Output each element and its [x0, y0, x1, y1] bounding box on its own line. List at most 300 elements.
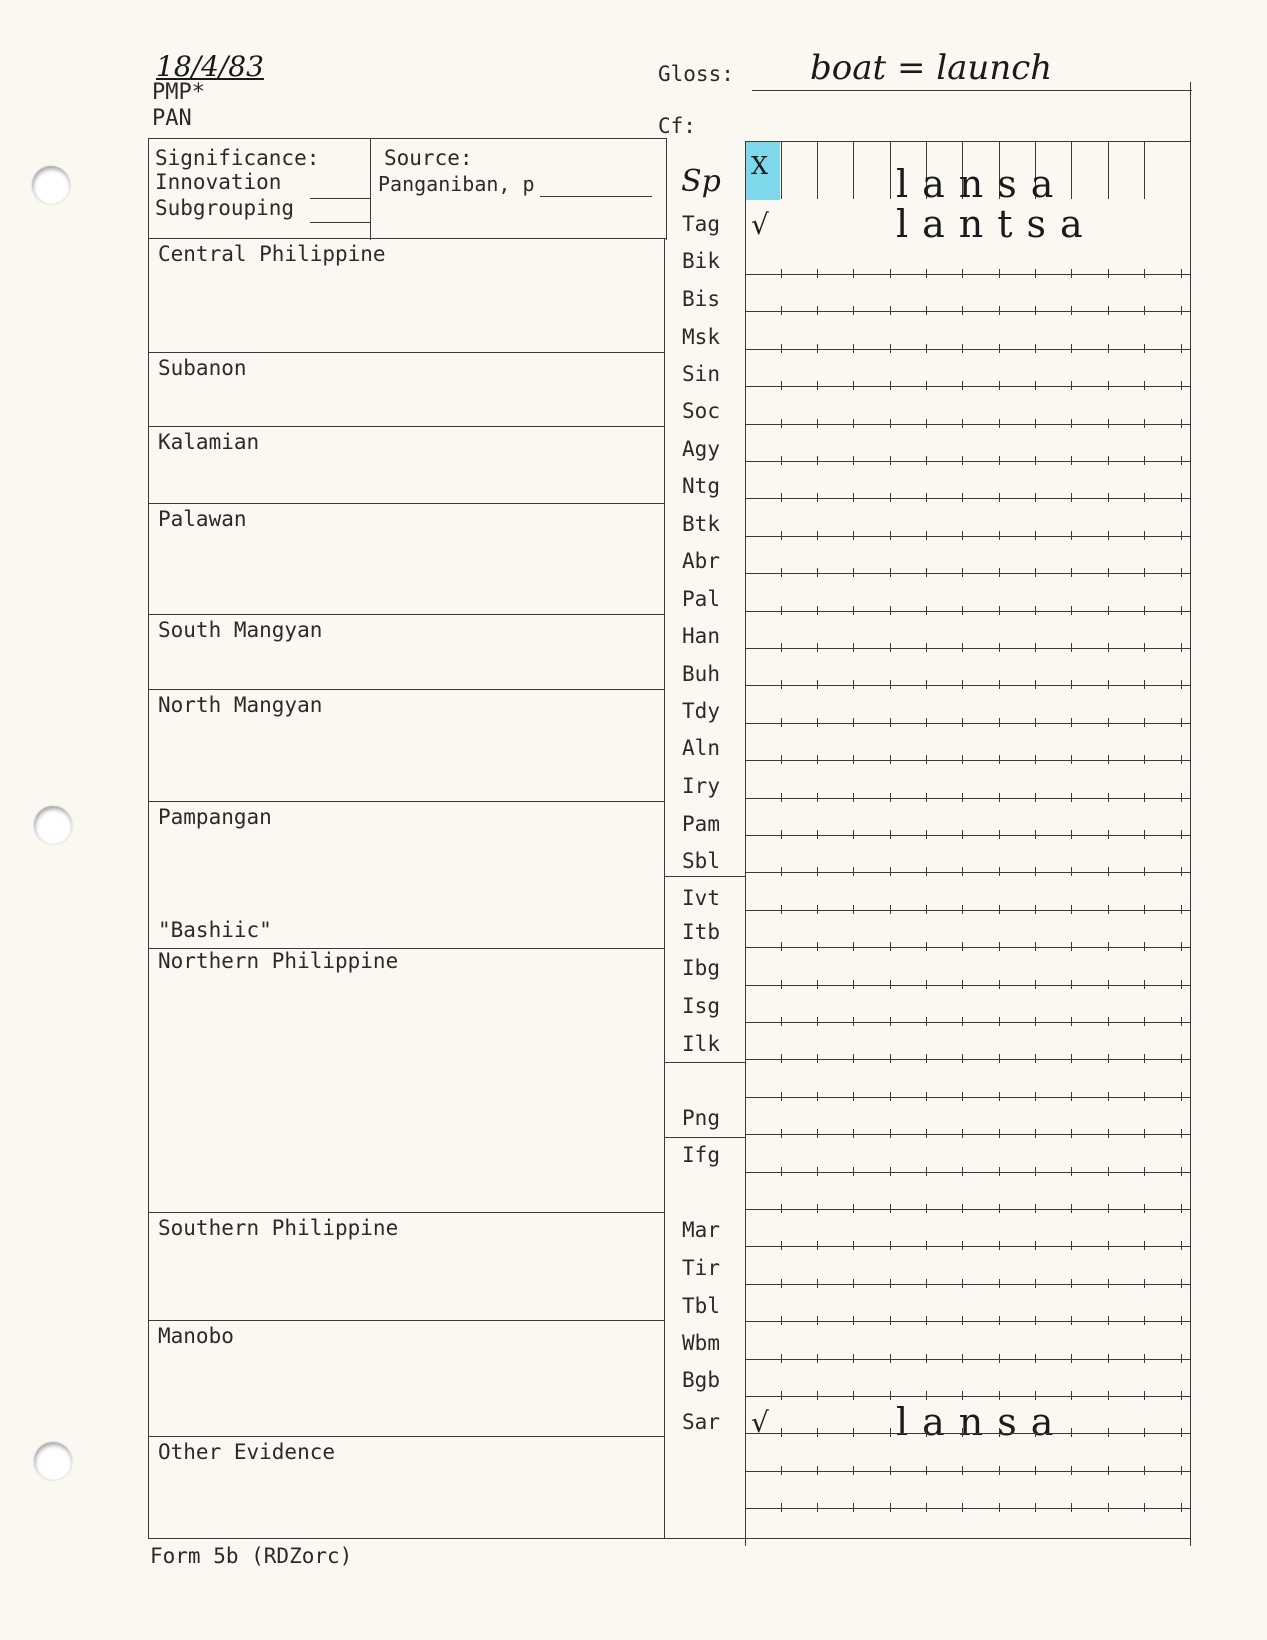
rule-tick	[1144, 419, 1145, 428]
language-code: Buh	[682, 662, 720, 686]
rule-tick	[781, 344, 782, 353]
rule-tick	[926, 1503, 927, 1512]
language-code: Isg	[682, 994, 720, 1018]
rule-tick	[1181, 306, 1182, 315]
rule-tick	[781, 680, 782, 689]
rule-tick	[926, 456, 927, 465]
language-code: Sar	[682, 1410, 720, 1434]
language-code: Sbl	[682, 849, 720, 873]
rule-line	[745, 1359, 1190, 1360]
rule-tick	[1071, 643, 1072, 652]
rule-tick	[1181, 568, 1182, 577]
source-value[interactable]: Panganiban, p	[378, 172, 535, 196]
language-code: Tdy	[682, 699, 720, 723]
rule-tick	[999, 419, 1000, 428]
rule-tick	[1035, 1092, 1036, 1101]
group-divider	[148, 689, 665, 690]
rule-tick	[999, 344, 1000, 353]
rule-tick	[1144, 905, 1145, 914]
cognate-mark[interactable]: √	[751, 208, 769, 241]
rule-tick	[962, 942, 963, 951]
word-form[interactable]: lansa	[896, 162, 1068, 206]
code-divider	[664, 1137, 746, 1138]
rule-tick	[1181, 980, 1182, 989]
punch-hole-top	[32, 166, 70, 204]
rule-tick	[853, 1204, 854, 1213]
rule-tick	[817, 531, 818, 540]
rule-tick	[962, 793, 963, 802]
language-code: Ntg	[682, 474, 720, 498]
rule-tick	[926, 306, 927, 315]
rule-tick	[817, 680, 818, 689]
rule-tick	[817, 1466, 818, 1475]
rule-tick	[1108, 344, 1109, 353]
rule-tick	[890, 867, 891, 876]
language-code: Han	[682, 624, 720, 648]
rule-tick	[1035, 419, 1036, 428]
rule-tick	[781, 1391, 782, 1400]
rule-tick	[926, 643, 927, 652]
group-label: Pampangan	[158, 805, 272, 829]
rule-tick	[1108, 1167, 1109, 1176]
rule-tick	[1108, 980, 1109, 989]
rule-tick	[817, 1391, 818, 1400]
rule-tick	[1108, 643, 1109, 652]
rule-line	[745, 760, 1190, 761]
rule-tick	[781, 269, 782, 278]
rule-tick	[999, 269, 1000, 278]
rule-tick	[999, 493, 1000, 502]
rule-tick	[1144, 1316, 1145, 1325]
rule-tick	[999, 980, 1000, 989]
rule-tick	[1108, 1204, 1109, 1213]
language-code: Tbl	[682, 1294, 720, 1318]
rule-tick	[962, 1092, 963, 1101]
group-label: Manobo	[158, 1324, 234, 1348]
rule-tick	[781, 830, 782, 839]
rule-tick	[890, 344, 891, 353]
rule-tick	[1144, 1092, 1145, 1101]
rule-line	[745, 1433, 1190, 1434]
rule-tick	[853, 1428, 854, 1437]
rule-line	[745, 835, 1190, 836]
rule-tick	[999, 456, 1000, 465]
rule-tick	[1144, 643, 1145, 652]
rule-tick	[853, 755, 854, 764]
rule-tick	[1035, 718, 1036, 727]
rule-tick	[1181, 456, 1182, 465]
rule-tick	[1181, 381, 1182, 390]
rule-tick	[962, 1204, 963, 1213]
rule-tick	[1108, 1391, 1109, 1400]
punch-hole-middle	[34, 806, 72, 844]
rule-tick	[781, 1466, 782, 1475]
rule-tick	[1144, 1167, 1145, 1176]
rule-tick	[890, 680, 891, 689]
rule-tick	[1108, 755, 1109, 764]
rule-tick	[1144, 1204, 1145, 1213]
rule-tick	[853, 867, 854, 876]
rule-tick	[1144, 1466, 1145, 1475]
rule-tick	[1071, 493, 1072, 502]
rule-line	[745, 311, 1190, 312]
group-divider	[148, 1436, 665, 1437]
rule-tick	[890, 381, 891, 390]
rule-tick	[890, 793, 891, 802]
rule-tick	[781, 493, 782, 502]
rule-tick	[781, 1503, 782, 1512]
rule-tick	[1071, 867, 1072, 876]
language-code: Pal	[682, 587, 720, 611]
rule-tick	[1144, 1354, 1145, 1363]
rule-tick	[1071, 1017, 1072, 1026]
rule-tick	[1071, 1354, 1072, 1363]
rule-tick	[999, 1354, 1000, 1363]
rule-tick	[1035, 606, 1036, 615]
language-code: Wbm	[682, 1331, 720, 1355]
language-code: Ilk	[682, 1032, 720, 1056]
rule-tick	[853, 1503, 854, 1512]
language-code: Bgb	[682, 1368, 720, 1392]
rule-tick	[890, 942, 891, 951]
rule-tick	[1144, 531, 1145, 540]
rule-tick	[890, 1129, 891, 1138]
rule-tick	[781, 643, 782, 652]
rule-tick	[817, 493, 818, 502]
rule-line	[745, 1284, 1190, 1285]
rule-tick	[962, 1503, 963, 1512]
rule-tick	[890, 493, 891, 502]
rule-tick	[1071, 1092, 1072, 1101]
punch-hole-bottom	[34, 1442, 72, 1480]
rule-line	[745, 798, 1190, 799]
rule-tick	[781, 793, 782, 802]
rule-tick	[890, 755, 891, 764]
rule-tick	[999, 1129, 1000, 1138]
rule-tick	[817, 1129, 818, 1138]
rule-tick	[1108, 269, 1109, 278]
rule-line	[745, 1396, 1190, 1397]
rule-tick	[1035, 1167, 1036, 1176]
rule-tick	[817, 1316, 818, 1325]
rule-tick	[817, 643, 818, 652]
rule-tick	[781, 606, 782, 615]
cognate-mark[interactable]: √	[751, 1406, 769, 1439]
rule-tick	[1108, 1092, 1109, 1101]
rule-tick	[1181, 1054, 1182, 1063]
rule-line	[745, 985, 1190, 986]
rule-tick	[1181, 1017, 1182, 1026]
rule-tick	[1035, 1428, 1036, 1437]
rule-tick	[962, 1129, 963, 1138]
rule-tick	[999, 531, 1000, 540]
language-code: Bis	[682, 287, 720, 311]
rule-tick	[781, 568, 782, 577]
rule-tick	[1071, 1503, 1072, 1512]
rule-tick	[1071, 1466, 1072, 1475]
rule-tick	[1108, 793, 1109, 802]
rule-tick	[1071, 980, 1072, 989]
rule-tick	[781, 1054, 782, 1063]
rule-tick	[926, 1017, 927, 1026]
rule-tick	[853, 718, 854, 727]
grid-cell-border	[1108, 141, 1109, 199]
rule-tick	[1035, 456, 1036, 465]
rule-tick	[781, 456, 782, 465]
rule-tick	[926, 606, 927, 615]
rule-tick	[999, 680, 1000, 689]
rule-tick	[817, 1354, 818, 1363]
rule-tick	[1035, 1503, 1036, 1512]
rule-tick	[781, 1092, 782, 1101]
rule-line	[745, 685, 1190, 686]
rule-tick	[1035, 306, 1036, 315]
rule-tick	[962, 718, 963, 727]
rule-line	[745, 648, 1190, 649]
gloss-value[interactable]: boat = launch	[810, 48, 1053, 88]
rule-tick	[1035, 531, 1036, 540]
rule-tick	[1144, 980, 1145, 989]
rule-tick	[1035, 1241, 1036, 1250]
rule-line	[745, 461, 1190, 462]
rule-tick	[999, 1167, 1000, 1176]
rule-tick	[1108, 1316, 1109, 1325]
rule-line	[745, 536, 1190, 537]
rule-tick	[1181, 867, 1182, 876]
rule-tick	[1071, 1204, 1072, 1213]
rule-tick	[853, 830, 854, 839]
rule-line	[745, 424, 1190, 425]
rule-tick	[817, 905, 818, 914]
rule-tick	[1035, 381, 1036, 390]
rule-tick	[1035, 1279, 1036, 1288]
rule-tick	[1108, 381, 1109, 390]
rule-tick	[926, 344, 927, 353]
rule-tick	[926, 1428, 927, 1437]
rule-tick	[1144, 568, 1145, 577]
rule-tick	[781, 1017, 782, 1026]
rule-tick	[890, 419, 891, 428]
rule-tick	[1071, 680, 1072, 689]
rule-tick	[817, 1204, 818, 1213]
rule-tick	[1144, 1503, 1145, 1512]
pan-label: PAN	[152, 106, 192, 131]
group-label: Northern Philippine	[158, 949, 399, 973]
rule-tick	[1071, 1428, 1072, 1437]
rule-tick	[1071, 1279, 1072, 1288]
language-code: Tag	[682, 212, 720, 236]
rule-tick	[1108, 306, 1109, 315]
rule-tick	[962, 306, 963, 315]
rule-tick	[962, 269, 963, 278]
rule-tick	[781, 1316, 782, 1325]
rule-tick	[962, 493, 963, 502]
date: 18/4/83	[156, 50, 264, 83]
rule-line	[745, 910, 1190, 911]
rule-tick	[962, 381, 963, 390]
rule-tick	[1144, 1279, 1145, 1288]
language-code: Agy	[682, 437, 720, 461]
group-label: Palawan	[158, 507, 247, 531]
rule-tick	[962, 1316, 963, 1325]
rule-tick	[1071, 456, 1072, 465]
grid-cell-border	[890, 141, 891, 199]
rule-tick	[781, 755, 782, 764]
rule-tick	[1108, 1466, 1109, 1475]
language-code: Png	[682, 1106, 720, 1130]
rule-tick	[1035, 1204, 1036, 1213]
group-label: Southern Philippine	[158, 1216, 399, 1240]
rule-line	[745, 573, 1190, 574]
source-label: Source:	[384, 146, 473, 170]
rule-tick	[890, 1241, 891, 1250]
group-label: South Mangyan	[158, 618, 323, 642]
rule-tick	[962, 606, 963, 615]
rule-tick	[926, 1167, 927, 1176]
rule-tick	[999, 306, 1000, 315]
rule-tick	[1035, 1129, 1036, 1138]
rule-tick	[817, 344, 818, 353]
rule-tick	[781, 306, 782, 315]
rule-tick	[853, 1092, 854, 1101]
rule-tick	[1035, 905, 1036, 914]
rule-tick	[999, 1428, 1000, 1437]
rule-tick	[999, 381, 1000, 390]
rule-tick	[1035, 493, 1036, 502]
rule-tick	[817, 867, 818, 876]
rule-tick	[1181, 1391, 1182, 1400]
rule-tick	[890, 269, 891, 278]
rule-line	[745, 1246, 1190, 1247]
rule-tick	[962, 1167, 963, 1176]
rule-tick	[926, 718, 927, 727]
rule-tick	[962, 1241, 963, 1250]
rule-tick	[817, 568, 818, 577]
rule-tick	[853, 456, 854, 465]
rule-tick	[1035, 643, 1036, 652]
rule-tick	[1181, 1241, 1182, 1250]
word-form[interactable]: lansa	[896, 1400, 1068, 1444]
rule-tick	[1144, 680, 1145, 689]
rule-tick	[1144, 381, 1145, 390]
rule-tick	[926, 1391, 927, 1400]
group-divider	[148, 1320, 665, 1321]
rule-tick	[890, 456, 891, 465]
rule-tick	[890, 606, 891, 615]
rule-tick	[890, 1204, 891, 1213]
rule-tick	[926, 793, 927, 802]
rule-tick	[962, 755, 963, 764]
rule-tick	[1071, 1316, 1072, 1325]
rule-tick	[1181, 942, 1182, 951]
rule-tick	[1181, 1503, 1182, 1512]
rule-tick	[1071, 1054, 1072, 1063]
language-code: Abr	[682, 549, 720, 573]
rule-tick	[817, 419, 818, 428]
rule-tick	[1071, 306, 1072, 315]
cognate-mark[interactable]: X	[751, 152, 769, 180]
rule-tick	[1144, 269, 1145, 278]
rule-tick	[853, 568, 854, 577]
language-code: Iry	[682, 774, 720, 798]
rule-tick	[1181, 905, 1182, 914]
rule-tick	[781, 980, 782, 989]
rule-tick	[1181, 344, 1182, 353]
rule-tick	[853, 1466, 854, 1475]
rule-tick	[926, 942, 927, 951]
significance-label: Significance:	[155, 146, 320, 170]
rule-line	[745, 1022, 1190, 1023]
rule-tick	[1181, 1466, 1182, 1475]
rule-tick	[1181, 718, 1182, 727]
rule-tick	[817, 1017, 818, 1026]
innovation-label: Innovation	[155, 170, 282, 194]
word-form[interactable]: lantsa	[896, 202, 1097, 246]
rule-line	[745, 1172, 1190, 1173]
rule-tick	[926, 1204, 927, 1213]
rule-tick	[1108, 493, 1109, 502]
rule-tick	[817, 1503, 818, 1512]
rule-tick	[853, 381, 854, 390]
rule-tick	[1181, 793, 1182, 802]
rule-tick	[1071, 1391, 1072, 1400]
rule-tick	[1071, 830, 1072, 839]
rule-tick	[853, 1391, 854, 1400]
rule-tick	[1108, 568, 1109, 577]
rule-tick	[1144, 306, 1145, 315]
rule-tick	[926, 680, 927, 689]
language-code: Itb	[682, 920, 720, 944]
rule-tick	[781, 419, 782, 428]
rule-tick	[781, 1241, 782, 1250]
rule-tick	[817, 1092, 818, 1101]
language-code: Msk	[682, 325, 720, 349]
rule-tick	[890, 306, 891, 315]
rule-tick	[817, 1054, 818, 1063]
group-divider	[148, 426, 665, 427]
rule-line	[745, 386, 1190, 387]
rule-line	[745, 498, 1190, 499]
rule-tick	[890, 568, 891, 577]
rule-tick	[1071, 1129, 1072, 1138]
rule-tick	[1144, 1017, 1145, 1026]
rule-tick	[1108, 830, 1109, 839]
rule-tick	[1071, 1167, 1072, 1176]
rule-tick	[1144, 1391, 1145, 1400]
rule-tick	[1144, 1129, 1145, 1138]
rule-tick	[962, 680, 963, 689]
rule-tick	[1108, 1279, 1109, 1288]
rule-tick	[999, 1017, 1000, 1026]
rule-tick	[890, 1092, 891, 1101]
rule-tick	[853, 606, 854, 615]
rule-tick	[999, 867, 1000, 876]
rule-tick	[1144, 456, 1145, 465]
rule-tick	[1144, 718, 1145, 727]
rule-tick	[890, 718, 891, 727]
rule-tick	[1108, 1241, 1109, 1250]
code-divider	[664, 876, 746, 877]
rule-tick	[999, 1503, 1000, 1512]
rule-tick	[817, 456, 818, 465]
rule-tick	[926, 1466, 927, 1475]
group-divider	[148, 1212, 665, 1213]
rule-tick	[1181, 419, 1182, 428]
rule-tick	[817, 793, 818, 802]
rule-tick	[1181, 680, 1182, 689]
rule-tick	[1071, 344, 1072, 353]
rule-tick	[962, 905, 963, 914]
